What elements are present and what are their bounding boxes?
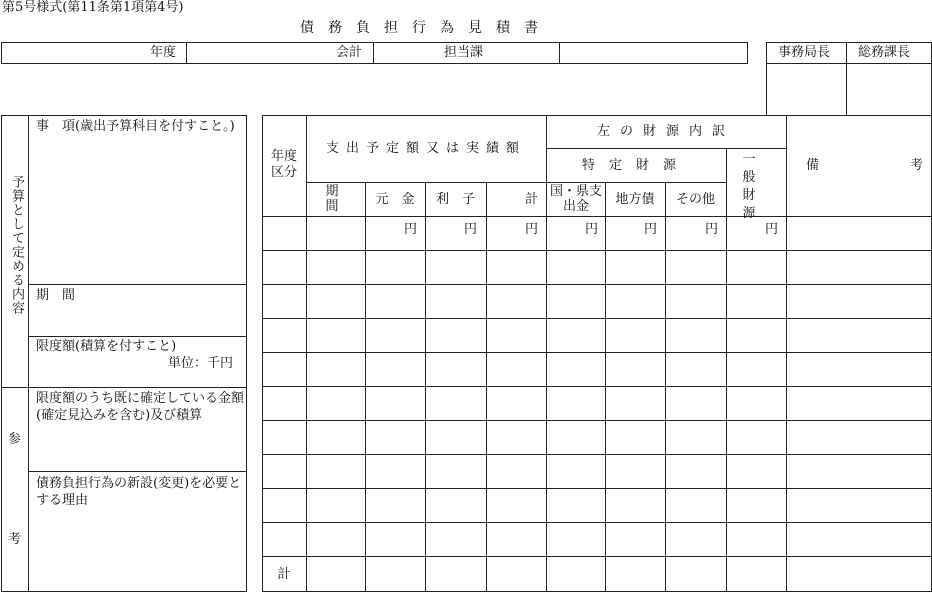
yen-unit-national: 円 xyxy=(585,222,599,237)
yen-unit-subtotal: 円 xyxy=(525,222,539,237)
funding-breakdown-header: 左の財源内訳 xyxy=(596,124,735,139)
col-local-bond: 地方債 xyxy=(615,191,655,207)
page-title: 債 務 負 担 行 為 見 積 書 xyxy=(300,20,538,36)
general-affairs-chief-label: 総務課長 xyxy=(858,45,911,60)
reference-section-label-top: 参 xyxy=(8,432,22,447)
period-label: 期 間 xyxy=(36,288,76,303)
bureau-chief-label: 事務局長 xyxy=(778,45,831,60)
limit-unit: 単位：千円 xyxy=(168,356,234,371)
yen-unit-local-bond: 円 xyxy=(644,222,658,237)
col-interest: 利 子 xyxy=(435,191,475,207)
col-national-prefectural: 国・県支出金 xyxy=(549,184,602,214)
fiscal-year-label: 年度 xyxy=(150,45,177,60)
planned-amount-header: 支出予定額又は実績額 xyxy=(325,141,526,156)
yen-unit-principal: 円 xyxy=(404,222,418,237)
total-row-label: 計 xyxy=(277,566,291,582)
yen-unit-interest: 円 xyxy=(464,222,478,237)
remarks-header: 備 考 xyxy=(806,158,924,173)
confirmed-amount-label: 限度額のうち既に確定している金額(確定見込みを含む)及び積算 xyxy=(36,391,245,423)
col-principal: 元 金 xyxy=(375,191,415,207)
item-label: 事 項(歳出予算科目を付すこと。) xyxy=(36,119,235,134)
reference-section-label-bottom: 考 xyxy=(8,532,22,547)
yen-unit-general: 円 xyxy=(765,222,779,237)
limit-label: 限度額(積算を付すこと) xyxy=(36,339,177,354)
form-number: 第5号様式(第11条第1項第4号) xyxy=(2,0,184,15)
col-other: その他 xyxy=(675,191,715,207)
col-period: 期 間 xyxy=(325,184,366,214)
year-division-header: 年度区分 xyxy=(270,149,297,180)
account-label: 会計 xyxy=(336,45,363,60)
specific-funding-header: 特定財源 xyxy=(581,157,690,173)
col-subtotal: 計 xyxy=(524,191,538,207)
reason-label: 債務負担行為の新設(変更)を必要とする理由 xyxy=(36,476,242,508)
general-funding-header: 一般財源 xyxy=(742,152,770,221)
header-strip xyxy=(1,42,748,64)
budget-section-label: 予算として定める内容 xyxy=(9,175,24,315)
department-label: 担当課 xyxy=(444,45,484,60)
yen-unit-other: 円 xyxy=(705,222,719,237)
